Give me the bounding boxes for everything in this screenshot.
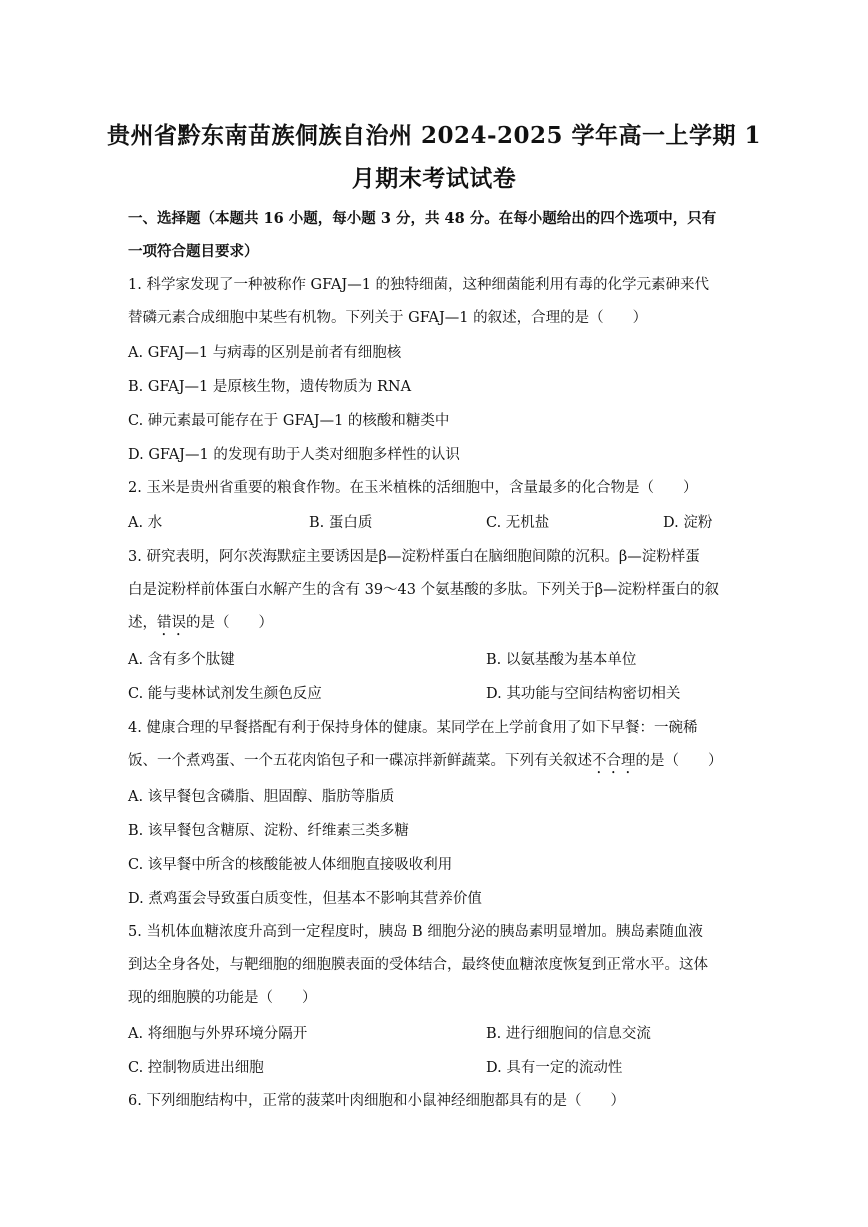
q2-stem: 2. 玉米是贵州省重要的粮食作物。在玉米植株的活细胞中，含量最多的化合物是（ ） xyxy=(128,480,698,496)
q4-stem-line-1: 4. 健康合理的早餐搭配有利于保持身体的健康。某同学在上学前食用了如下早餐：一碗稀 xyxy=(128,720,698,736)
q4-option-c: C. 该早餐中所含的核酸能被人体细胞直接吸收利用 xyxy=(128,857,453,873)
q3-emphasis-word: 错误 xyxy=(157,615,186,631)
q4-option-b: B. 该早餐包含糖原、淀粉、纤维素三类多糖 xyxy=(128,823,409,839)
q3-stem-line-2: 白是淀粉样前体蛋白水解产生的含有 39～43 个氨基酸的多肽。下列关于β—淀粉样蛋白的叙 xyxy=(128,582,719,598)
section-heading-line-2: 一项符合题目要求） xyxy=(128,243,259,260)
q1-option-a: A. GFAJ—1 与病毒的区别是前者有细胞核 xyxy=(128,345,402,361)
q5-option-a: A. 将细胞与外界环境分隔开 xyxy=(128,1026,308,1042)
section-heading-line-1: 一、选择题（本题共 16 小题，每小题 3 分，共 48 分。在每小题给出的四个选项中，只有 xyxy=(128,210,717,227)
q5-option-d: D. 具有一定的流动性 xyxy=(486,1060,623,1076)
q4-line2-suffix: 的是（ ） xyxy=(635,753,723,769)
q2-option-b: B. 蛋白质 xyxy=(309,515,373,531)
q4-emphasis-word: 不合理 xyxy=(592,753,636,769)
q3-line3-suffix: 的是（ ） xyxy=(186,615,273,631)
exam-title-line-2: 月期末考试试卷 xyxy=(351,165,517,192)
q6-stem: 6. 下列细胞结构中，正常的菠菜叶肉细胞和小鼠神经细胞都具有的是（ ） xyxy=(128,1093,625,1109)
q2-option-d: D. 淀粉 xyxy=(663,515,713,531)
q1-option-d: D. GFAJ—1 的发现有助于人类对细胞多样性的认识 xyxy=(128,447,460,463)
q1-option-b: B. GFAJ—1 是原核生物，遗传物质为 RNA xyxy=(128,379,412,395)
q3-stem-line-1: 3. 研究表明，阿尔茨海默症主要诱因是β—淀粉样蛋白在脑细胞间隙的沉积。β—淀粉样蛋 xyxy=(128,549,700,565)
q4-stem-line-2 xyxy=(128,749,723,777)
q2-option-c: C. 无机盐 xyxy=(486,515,550,531)
q3-option-d: D. 其功能与空间结构密切相关 xyxy=(486,686,681,702)
q1-stem-line-1: 1. 科学家发现了一种被称作 GFAJ—1 的独特细菌，这种细菌能利用有毒的化学元素砷来代 xyxy=(128,277,710,293)
q3-stem-line-3 xyxy=(128,611,273,639)
q5-option-c: C. 控制物质进出细胞 xyxy=(128,1060,264,1076)
q3-option-c: C. 能与斐林试剂发生颜色反应 xyxy=(128,686,322,702)
q3-line3-prefix: 述， xyxy=(128,615,157,631)
q1-stem-line-2: 替磷元素合成细胞中某些有机物。下列关于 GFAJ—1 的叙述，合理的是（ ） xyxy=(128,310,648,326)
q3-option-b: B. 以氨基酸为基本单位 xyxy=(486,652,637,668)
q5-option-b: B. 进行细胞间的信息交流 xyxy=(486,1026,651,1042)
q5-stem-line-2: 到达全身各处，与靶细胞的细胞膜表面的受体结合，最终使血糖浓度恢复到正常水平。这体 xyxy=(128,957,708,973)
q4-option-a: A. 该早餐包含磷脂、胆固醇、脂肪等脂质 xyxy=(128,789,395,805)
q5-stem-line-1: 5. 当机体血糖浓度升高到一定程度时，胰岛 B 细胞分泌的胰岛素明显增加。胰岛素随血液 xyxy=(128,924,703,940)
q1-option-c: C. 砷元素最可能存在于 GFAJ—1 的核酸和糖类中 xyxy=(128,413,450,429)
exam-title-line-1: 贵州省黔东南苗族侗族自治州 2024-2025 学年高一上学期 1 xyxy=(106,122,762,149)
q3-option-a: A. 含有多个肽键 xyxy=(128,652,235,668)
q2-option-a: A. 水 xyxy=(128,515,163,531)
q4-option-d: D. 煮鸡蛋会导致蛋白质变性，但基本不影响其营养价值 xyxy=(128,891,482,907)
q4-line2-prefix: 饭、一个煮鸡蛋、一个五花肉馅包子和一碟凉拌新鲜蔬菜。下列有关叙述 xyxy=(128,753,592,769)
q5-stem-line-3: 现的细胞膜的功能是（ ） xyxy=(128,990,317,1006)
